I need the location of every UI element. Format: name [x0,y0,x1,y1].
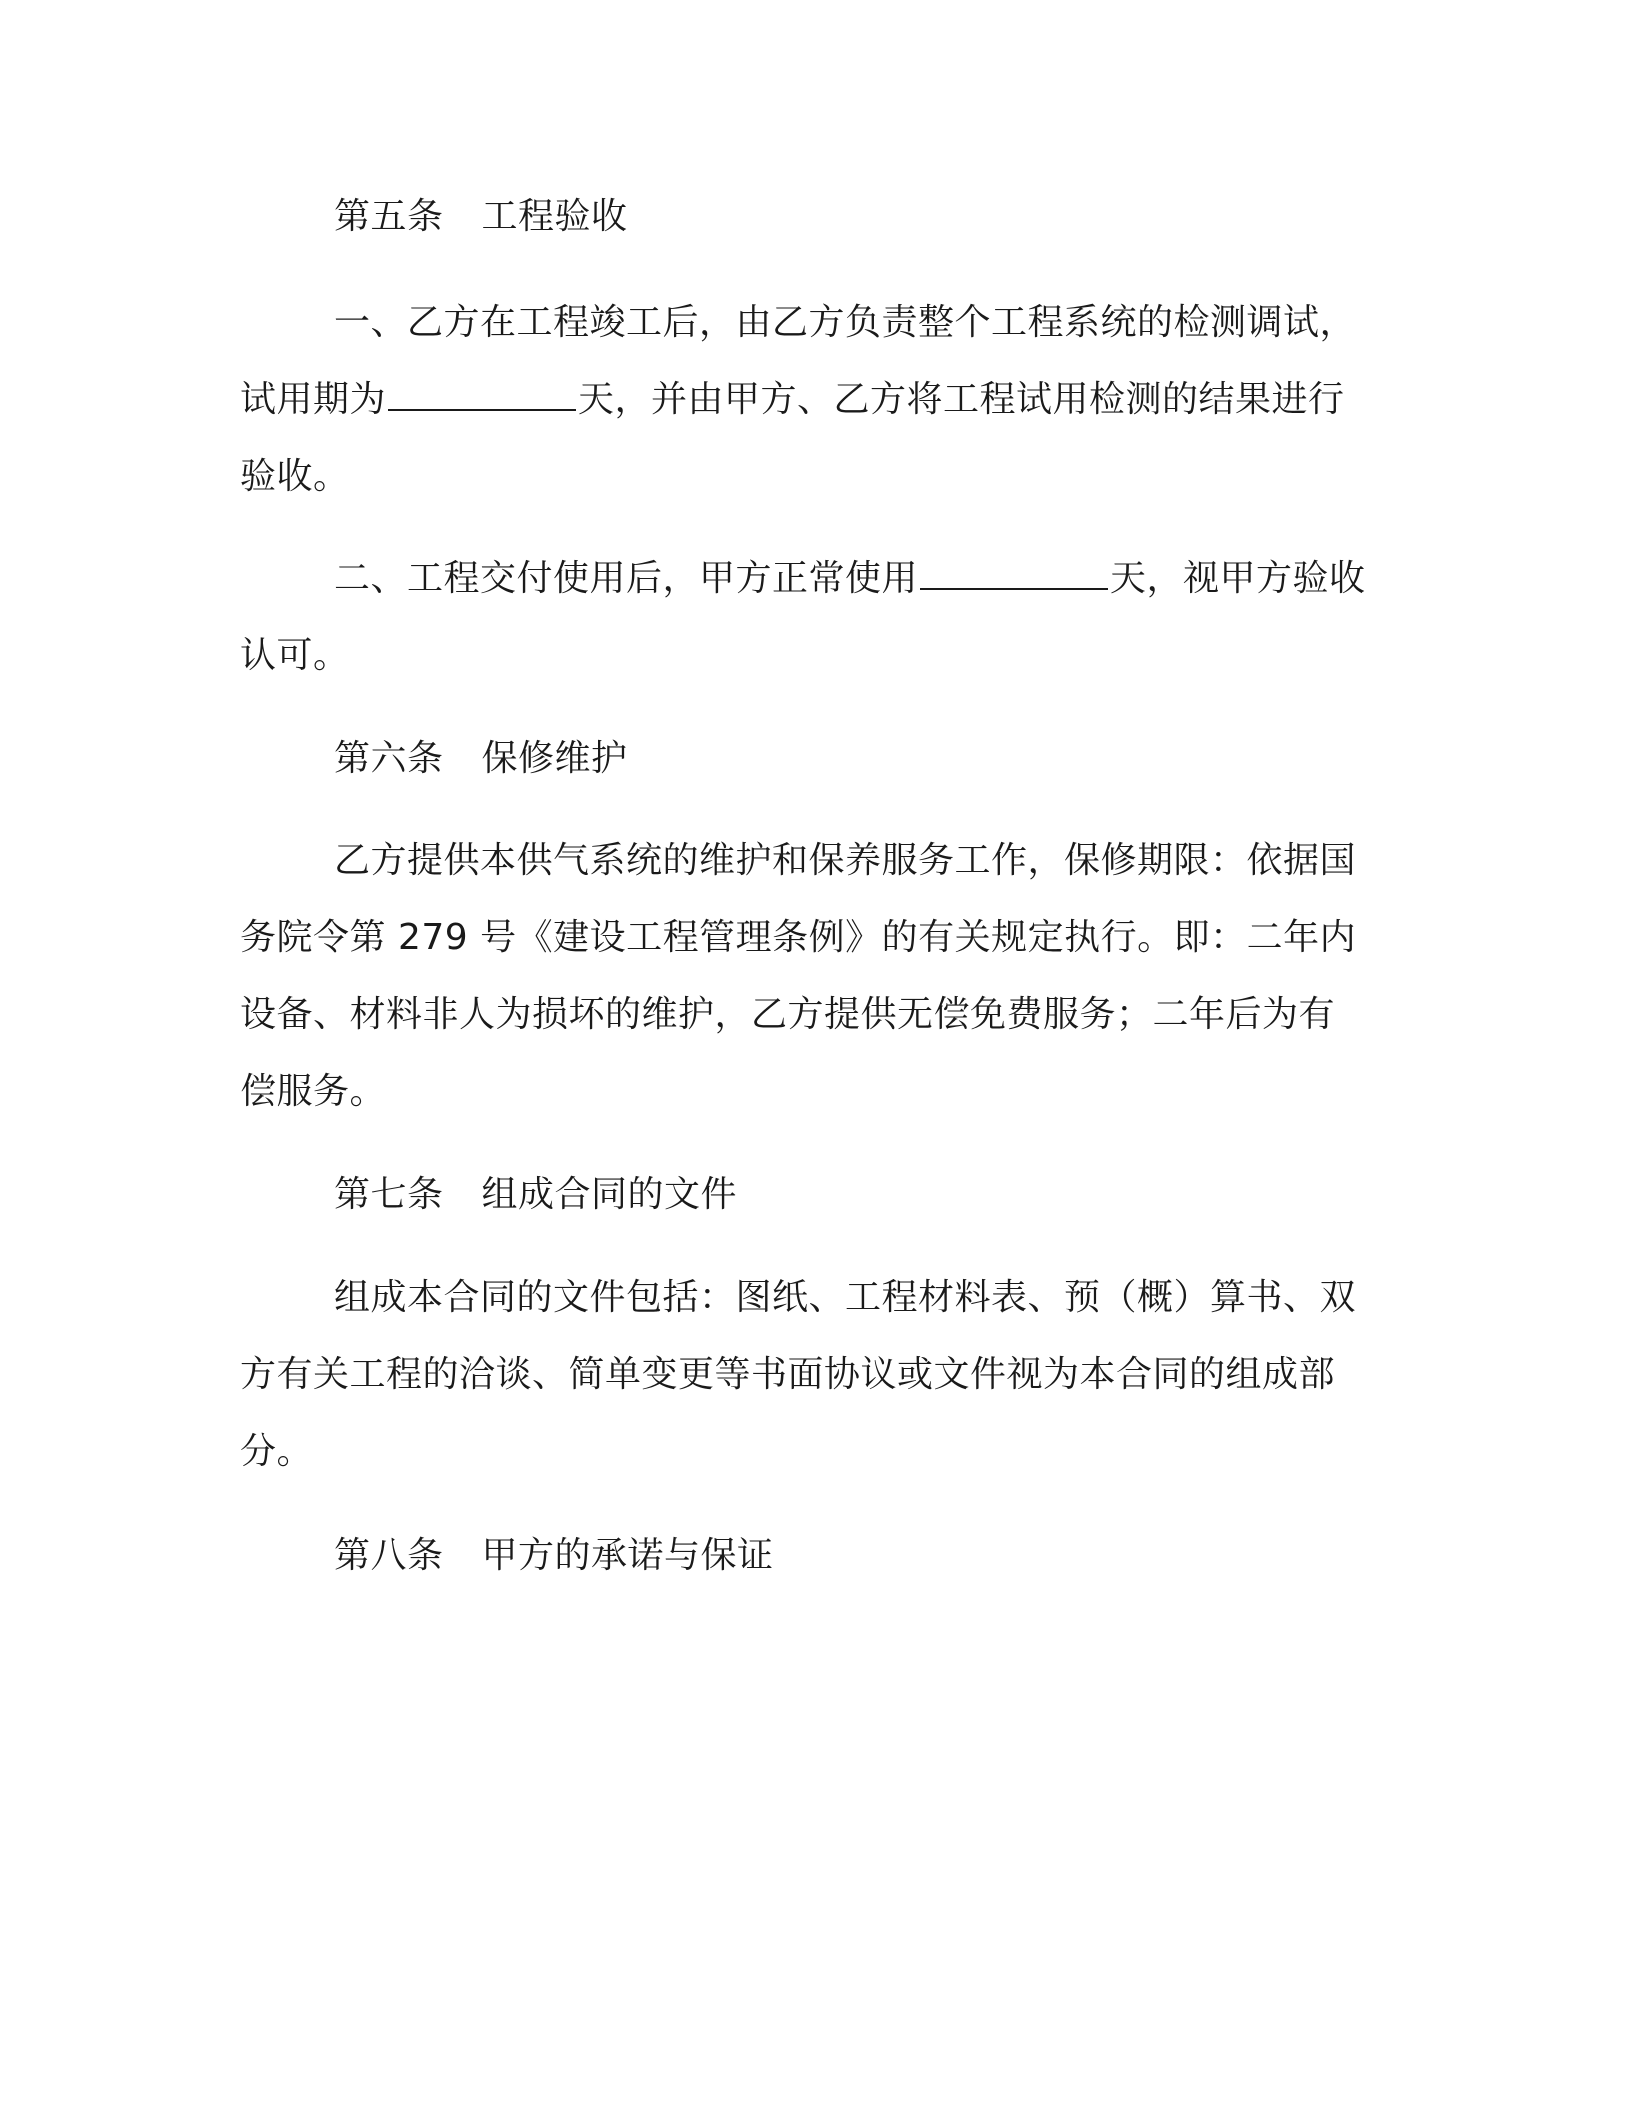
article-5-clause-2-line-2: 认可。 [240,635,350,676]
trial-period-blank [388,379,576,411]
article-8-title: 甲方的承诺与保证 [481,1535,774,1576]
article-8-number: 第八条 [334,1535,444,1576]
article-7-heading [240,1156,1380,1233]
article-7-line-3: 分。 [240,1431,314,1472]
article-7-line-2: 方有关工程的洽谈、简单变更等书面协议或文件视为本合同的组成部 [240,1354,1336,1395]
article-7-title: 组成合同的文件 [481,1174,738,1215]
trial-period-label: 试用期为 [240,379,387,420]
article-8-heading [240,1517,1380,1594]
article-5-clause-1-line-2 [240,361,1380,438]
article-6-title: 保修维护 [481,738,628,779]
article-6-heading [240,720,1380,797]
article-5-heading [240,178,1380,255]
article-5-number: 第五条 [334,196,444,237]
normal-use-blank [920,558,1108,590]
article-6-line-1: 乙方提供本供气系统的维护和保养服务工作，保修期限：依据国 [334,840,1357,881]
article-5-title: 工程验收 [481,196,628,237]
article-6-paragraph [240,822,1380,1130]
article-5-clause-1-line-3: 验收。 [240,456,350,497]
article-5-clause-1-line-1: 一、乙方在工程竣工后，由乙方负责整个工程系统的检测调试， [334,302,1357,343]
article-5-clause-2-line-1 [240,540,1380,617]
article-6-line-3: 设备、材料非人为损坏的维护，乙方提供无偿免费服务；二年后为有 [240,994,1336,1035]
article-5-clause-1 [240,284,1380,515]
article-7-paragraph [240,1259,1380,1490]
article-6-number: 第六条 [334,738,444,779]
normal-use-label: 二、工程交付使用后，甲方正常使用 [334,558,919,599]
article-6-line-2: 务院令第 279 号《建设工程管理条例》的有关规定执行。即：二年内 [240,917,1357,958]
article-7-number: 第七条 [334,1174,444,1215]
article-7-line-1: 组成本合同的文件包括：图纸、工程材料表、预（概）算书、双 [334,1277,1357,1318]
normal-use-suffix: 天，视甲方验收 [1110,558,1366,599]
article-6-line-4: 偿服务。 [240,1071,387,1112]
article-5-clause-2 [240,540,1380,694]
trial-period-suffix: 天，并由甲方、乙方将工程试用检测的结果进行 [578,379,1345,420]
